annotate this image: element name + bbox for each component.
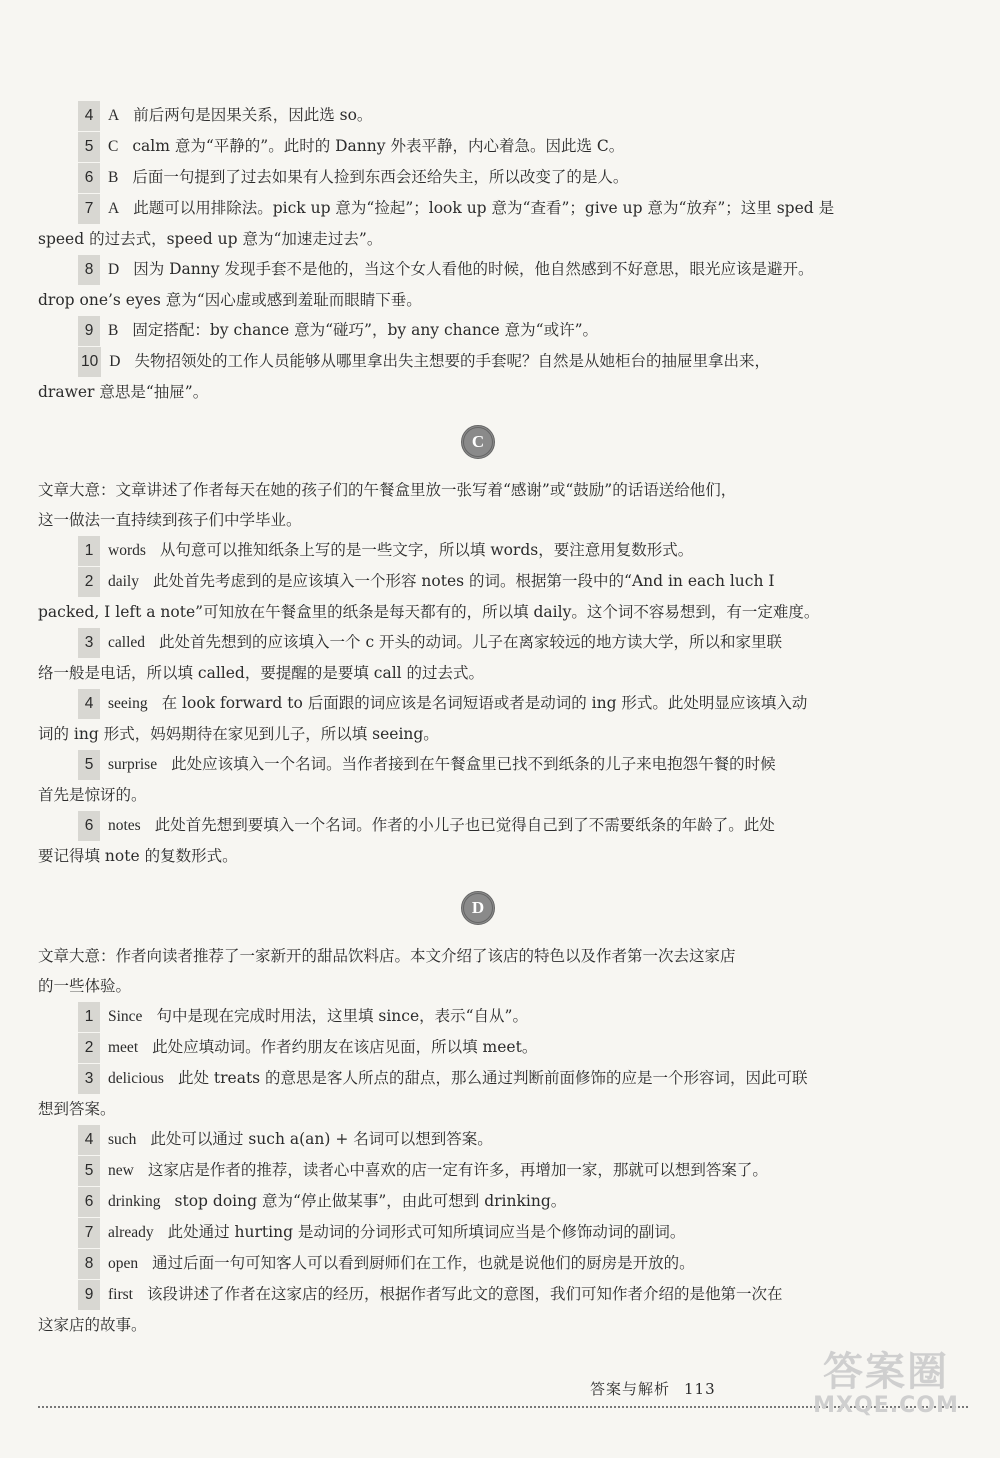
item-explanation: 前后两句是因果关系，因此选 so。 xyxy=(133,106,373,124)
item-number: 2 xyxy=(78,567,100,597)
item-number: 7 xyxy=(78,1218,100,1248)
answer-item xyxy=(38,100,918,131)
item-explanation: 此处应填动词。作者约朋友在该店见面，所以填 meet。 xyxy=(152,1038,538,1056)
page-content xyxy=(38,100,918,1340)
item-explanation: 失物招领处的工作人员能够从哪里拿出失主想要的手套呢？自然是从她柜台的抽屉里拿出来， xyxy=(134,352,770,370)
answer-item xyxy=(38,1279,918,1310)
item-explanation: 通过后面一句可知客人可以看到厨师们在工作，也就是说他们的厨房是开放的。 xyxy=(152,1254,695,1272)
item-explanation-continued: speed 的过去式，speed up 意为“加速走过去”。 xyxy=(38,230,383,248)
answer-item xyxy=(38,810,918,841)
answer-item xyxy=(38,346,918,377)
section-c-heading xyxy=(38,425,918,465)
item-explanation: 该段讲述了作者在这家店的经历，根据作者写此文的意图，我们可知作者介绍的是他第一次在 xyxy=(146,1285,783,1303)
item-answer: surprise xyxy=(108,756,158,773)
item-number: 7 xyxy=(78,194,100,224)
item-number: 4 xyxy=(78,101,100,131)
item-explanation-continued: 这家店的故事。 xyxy=(38,1316,147,1334)
section-b-items xyxy=(38,100,918,407)
item-explanation-continued: drawer 意思是“抽屉”。 xyxy=(38,383,209,401)
answer-item xyxy=(38,1001,918,1032)
item-answer: C xyxy=(108,138,119,155)
answer-item xyxy=(38,1248,918,1279)
section-d-summary-line2: 的一些体验。 xyxy=(38,977,132,995)
section-d-items xyxy=(38,1001,918,1340)
item-answer: delicious xyxy=(108,1070,164,1087)
item-number: 3 xyxy=(78,1064,100,1094)
item-number: 3 xyxy=(78,628,100,658)
item-explanation: 固定搭配：by chance 意为“碰巧”，by any chance 意为“或许”。 xyxy=(132,321,598,339)
answer-item xyxy=(38,315,918,346)
item-explanation: stop doing 意为“停止做某事”，由此可想到 drinking。 xyxy=(174,1192,567,1210)
item-explanation: 此处首先想到的应该填入一个 c 开头的动词。儿子在离家较远的地方读大学，所以和家里联 xyxy=(159,633,783,651)
item-answer: words xyxy=(108,542,146,559)
section-c-summary-line2: 这一做法一直持续到孩子们中学毕业。 xyxy=(38,511,302,529)
item-number: 5 xyxy=(78,132,100,162)
item-number: 5 xyxy=(78,750,100,780)
section-c-items xyxy=(38,535,918,871)
item-explanation: 此处 treats 的意思是客人所点的甜点，那么通过判断前面修饰的应是一个形容词，因此可联 xyxy=(177,1069,808,1087)
item-explanation: 此处应该填入一个名词。当作者接到在午餐盒里已找不到纸条的儿子来电抱怨午餐的时候 xyxy=(171,755,776,773)
item-answer: already xyxy=(108,1224,154,1241)
item-explanation: 此处首先想到要填入一个名词。作者的小儿子也已觉得自己到了不需要纸条的年龄了。此处 xyxy=(154,816,775,834)
answer-item xyxy=(38,535,918,566)
item-explanation: calm 意为“平静的”。此时的 Danny 外表平静，内心着急。因此选 C。 xyxy=(132,137,625,155)
item-answer: A xyxy=(108,200,120,217)
item-number: 2 xyxy=(78,1033,100,1063)
answer-item xyxy=(38,1063,918,1094)
item-answer: Since xyxy=(108,1008,143,1025)
answer-item xyxy=(38,1124,918,1155)
section-c-badge: C xyxy=(461,425,495,459)
answer-item xyxy=(38,131,918,162)
answer-item xyxy=(38,1186,918,1217)
answer-item xyxy=(38,627,918,658)
item-answer: first xyxy=(108,1286,133,1303)
page-number: 113 xyxy=(684,1380,716,1398)
footer-text xyxy=(590,1378,716,1399)
item-answer: notes xyxy=(108,817,141,834)
item-number: 6 xyxy=(78,163,100,193)
item-explanation: 从句意可以推知纸条上写的是一些文字，所以填 words，要注意用复数形式。 xyxy=(159,541,694,559)
item-number: 9 xyxy=(78,1280,100,1310)
item-explanation-continued: 络一般是电话，所以填 called，要提醒的是要填 call 的过去式。 xyxy=(38,664,485,682)
item-answer: B xyxy=(108,322,119,339)
item-answer: daily xyxy=(108,573,139,590)
item-explanation-continued: 想到答案。 xyxy=(38,1100,116,1118)
item-answer: A xyxy=(108,107,120,124)
item-answer: drinking xyxy=(108,1193,161,1210)
watermark-logo xyxy=(786,1350,986,1440)
item-explanation-continued: packed, I left a note”可知放在午餐盒里的纸条是每天都有的，所以填 daily。这个词不容易想到，有一定难度。 xyxy=(38,603,820,621)
footer-label: 答案与解析 xyxy=(590,1380,671,1398)
answer-item xyxy=(38,162,918,193)
section-d-heading xyxy=(38,891,918,931)
item-explanation: 句中是现在完成时用法，这里填 since，表示“自从”。 xyxy=(156,1007,528,1025)
item-answer: such xyxy=(108,1131,137,1148)
item-answer: D xyxy=(109,353,121,370)
answer-item xyxy=(38,254,918,285)
item-explanation: 后面一句提到了过去如果有人捡到东西会还给失主，所以改变了的是人。 xyxy=(132,168,629,186)
answer-item xyxy=(38,749,918,780)
item-explanation: 因为 Danny 发现手套不是他的，当这个女人看他的时候，他自然感到不好意思，眼光应该是避开。 xyxy=(133,260,814,278)
watermark-bottom: MXQE.COM xyxy=(813,1393,959,1418)
item-answer: meet xyxy=(108,1039,139,1056)
item-explanation: 此处首先考虑到的是应该填入一个形容 notes 的词。根据第一段中的“And in each luch I xyxy=(153,572,775,590)
item-explanation: 在 look forward to 后面跟的词应该是名词短语或者是动词的 ing 形式。此处明显应该填入动 xyxy=(161,694,808,712)
item-explanation-continued: 要记得填 note 的复数形式。 xyxy=(38,847,238,865)
item-number: 5 xyxy=(78,1156,100,1186)
answer-item xyxy=(38,1217,918,1248)
section-c-summary-line1: 文章大意：文章讲述了作者每天在她的孩子们的午餐盒里放一张写着“感谢”或“鼓励”的话语送给他们， xyxy=(38,481,737,499)
item-number: 10 xyxy=(78,347,101,377)
item-answer: new xyxy=(108,1162,134,1179)
item-answer: called xyxy=(108,634,146,651)
item-number: 4 xyxy=(78,689,100,719)
item-answer: open xyxy=(108,1255,139,1272)
item-answer: D xyxy=(108,261,120,278)
item-explanation-continued: drop one’s eyes 意为“因心虚或感到羞耻而眼睛下垂。 xyxy=(38,291,422,309)
answer-item xyxy=(38,566,918,597)
item-explanation: 这家店是作者的推荐，读者心中喜欢的店一定有许多，再增加一家，那就可以想到答案了。 xyxy=(147,1161,768,1179)
item-explanation: 此处可以通过 such a(an) + 名词可以想到答案。 xyxy=(150,1130,493,1148)
item-explanation: 此题可以用排除法。pick up 意为“捡起”；look up 意为“查看”；give up 意为“放弃”；这里 sped 是 xyxy=(133,199,835,217)
item-explanation-continued: 词的 ing 形式，妈妈期待在家见到儿子，所以填 seeing。 xyxy=(38,725,439,743)
section-d-badge: D xyxy=(461,891,495,925)
watermark-top: 答案圈 xyxy=(823,1349,949,1395)
answer-item xyxy=(38,193,918,224)
item-answer: seeing xyxy=(108,695,148,712)
item-number: 4 xyxy=(78,1125,100,1155)
item-number: 1 xyxy=(78,1002,100,1032)
item-number: 1 xyxy=(78,536,100,566)
item-number: 6 xyxy=(78,811,100,841)
item-answer: B xyxy=(108,169,119,186)
item-explanation: 此处通过 hurting 是动词的分词形式可知所填词应当是个修饰动词的副词。 xyxy=(167,1223,686,1241)
answer-item xyxy=(38,688,918,719)
section-d-summary-line1: 文章大意：作者向读者推荐了一家新开的甜品饮料店。本文介绍了该店的特色以及作者第一次去这家店 xyxy=(38,947,736,965)
item-number: 6 xyxy=(78,1187,100,1217)
answer-item xyxy=(38,1032,918,1063)
item-number: 9 xyxy=(78,316,100,346)
item-number: 8 xyxy=(78,255,100,285)
item-number: 8 xyxy=(78,1249,100,1279)
item-explanation-continued: 首先是惊讶的。 xyxy=(38,786,147,804)
answer-item xyxy=(38,1155,918,1186)
